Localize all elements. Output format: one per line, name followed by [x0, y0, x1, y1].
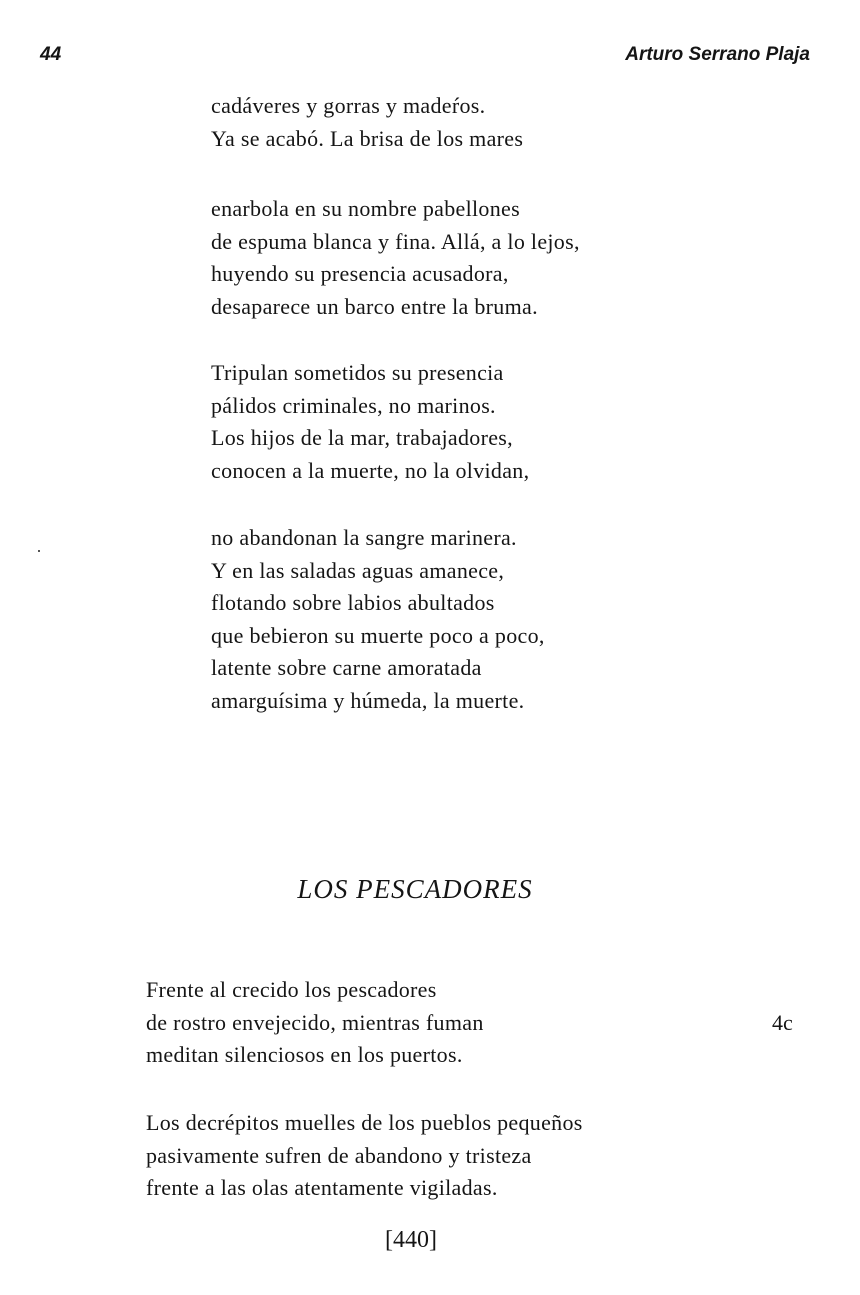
verse-line: Los decrépitos muelles de los pueblos pequeños — [146, 1110, 583, 1135]
verse-line: meditan silenciosos en los puertos. — [146, 1042, 463, 1067]
stanza — [211, 522, 545, 717]
verse-line: latente sobre carne amoratada — [211, 655, 482, 680]
scan-speck — [38, 550, 40, 552]
verse-line: cadáveres y gorras y madeŕos. — [211, 93, 486, 118]
verse-line: Ya se acabó. La brisa de los mares — [211, 125, 524, 151]
verse-line: Los hijos de la mar, trabajadores, — [211, 425, 513, 450]
verse-line: huyendo su presencia acusadora, — [211, 261, 509, 286]
verse-line: pálidos criminales, no marinos. — [211, 392, 496, 418]
verse-line: flotando sobre labios abultados — [211, 590, 495, 615]
page-number-header: 44 — [40, 44, 62, 65]
stanza — [146, 1107, 583, 1205]
verse-line: no abandonan la sangre marinera. — [211, 525, 517, 550]
stanza — [211, 357, 529, 487]
verse-line: desaparece un barco entre la bruma. — [211, 293, 538, 319]
verse-line: Y en las saladas aguas amanece, — [211, 557, 505, 583]
verse-line: de espuma blanca y fina. Allá, a lo lejos, — [211, 228, 580, 254]
margin-note: 4c — [772, 1010, 793, 1035]
verse-line: de rostro envejecido, mientras fuman — [146, 1009, 484, 1035]
stanza — [211, 193, 580, 323]
stanza — [146, 974, 484, 1072]
verse-line: amarguísima y húmeda, la muerte. — [211, 687, 525, 713]
verse-line: Tripulan sometidos su presencia — [211, 360, 504, 385]
verse-line: enarbola en su nombre pabellones — [211, 196, 520, 221]
page-number-footer: [440] — [385, 1227, 437, 1253]
verse-line: Frente al crecido los pescadores — [146, 977, 437, 1002]
verse-line: pasivamente sufren de abandono y tristeza — [146, 1142, 532, 1168]
stanza — [211, 90, 523, 155]
poem-title: LOS PESCADORES — [297, 874, 533, 904]
verse-line: conocen a la muerte, no la olvidan, — [211, 457, 530, 483]
verse-line: frente a las olas atentamente vigiladas. — [146, 1175, 498, 1200]
running-title: Arturo Serrano Plaja — [625, 44, 810, 65]
verse-line: que bebieron su muerte poco a poco, — [211, 622, 545, 648]
